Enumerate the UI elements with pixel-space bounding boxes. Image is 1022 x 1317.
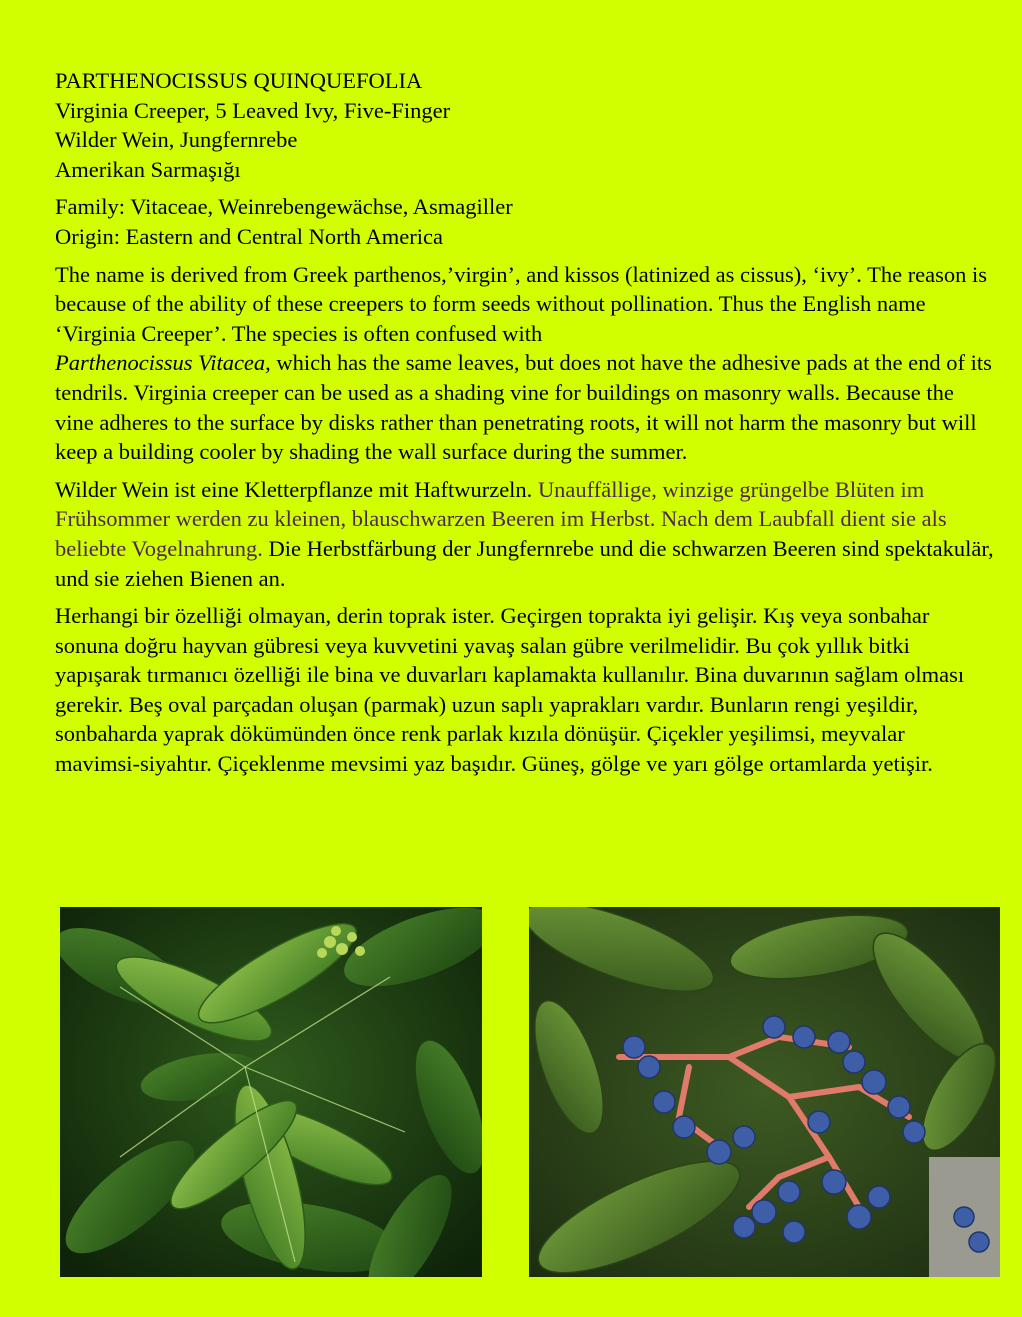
german-text-2: Unauffällige, winzige grüngelbe Blüten im Frühsommer werden zu kleinen, blauschwarzen Beeren im Herbst. Nach dem Laubfall dient sie als beliebte Vogelnahrung.	[55, 476, 947, 561]
berry-photo	[529, 907, 1000, 1277]
english-italic-species: Parthenocissus Vitacea,	[55, 350, 271, 376]
german-text-1: Wilder Wein ist eine Kletterpflanze mit Haftwurzeln.	[55, 476, 533, 502]
turkish-common-name: Amerikan Sarmaşığı	[55, 156, 241, 182]
english-text-1: The name is derived from Greek parthenos,’virgin’, and kissos (latinized as cissus), ‘ivy’. The reason is because of the ability of these creepers to form seeds without pollination. Thus the English name ‘Virginia Creeper’. The species is often confused with	[55, 261, 988, 346]
leaf-photo	[60, 907, 482, 1277]
family-line: Family: Vitaceae, Weinrebengewächse, Asmagiller	[55, 194, 513, 220]
origin-line: Origin: Eastern and Central North America	[55, 223, 444, 249]
english-text-2: which has the same leaves, but does not have the adhesive pads at the end of its tendrils. Virginia creeper can be used as a shading vine for buildings on masonry walls. Because the vine adheres to the surface by disks rather than penetrating roots, it will not harm the masonry but will keep a building cooler by shading the wall surface during the summer.	[55, 350, 992, 465]
document-text	[55, 66, 995, 787]
german-text-3: Die Herbstfärbung der Jungfernrebe und die schwarzen Beeren sind spektakulär, und sie ziehen Bienen an.	[55, 535, 994, 591]
german-paragraph	[55, 475, 995, 593]
botanical-name: PARTHENOCISSUS QUINQUEFOLIA	[55, 68, 423, 93]
english-paragraph	[55, 260, 995, 467]
meta-block	[55, 192, 995, 251]
german-common-names: Wilder Wein, Jungfernrebe	[55, 127, 298, 153]
english-common-names: Virginia Creeper, 5 Leaved Ivy, Five-Finger	[55, 97, 451, 123]
title-block	[55, 66, 995, 184]
turkish-paragraph: Herhangi bir özelliği olmayan, derin toprak ister. Geçirgen toprakta iyi gelişir. Kış veya sonbahar sonuna doğru hayvan gübresi veya kuvvetini yavaş salan gübre verilmelidir. Bu çok yıllık bitki yapışarak tırmanıcı özelliği ile bina ve duvarları kaplamakta kullanılır. Bina duvarının sağlam olması gerekir. Beş oval parçadan oluşan (parmak) uzun saplı yaprakları vardır. Bunların rengi yeşildir, sonbaharda yaprak dökümünden önce renk parlak kızıla dönüşür. Çiçekler yeşilimsi, meyvalar mavimsi-siyahtır. Çiçeklenme mevsimi yaz başıdır. Güneş, gölge ve yarı gölge ortamlarda yetişir.	[55, 603, 965, 777]
